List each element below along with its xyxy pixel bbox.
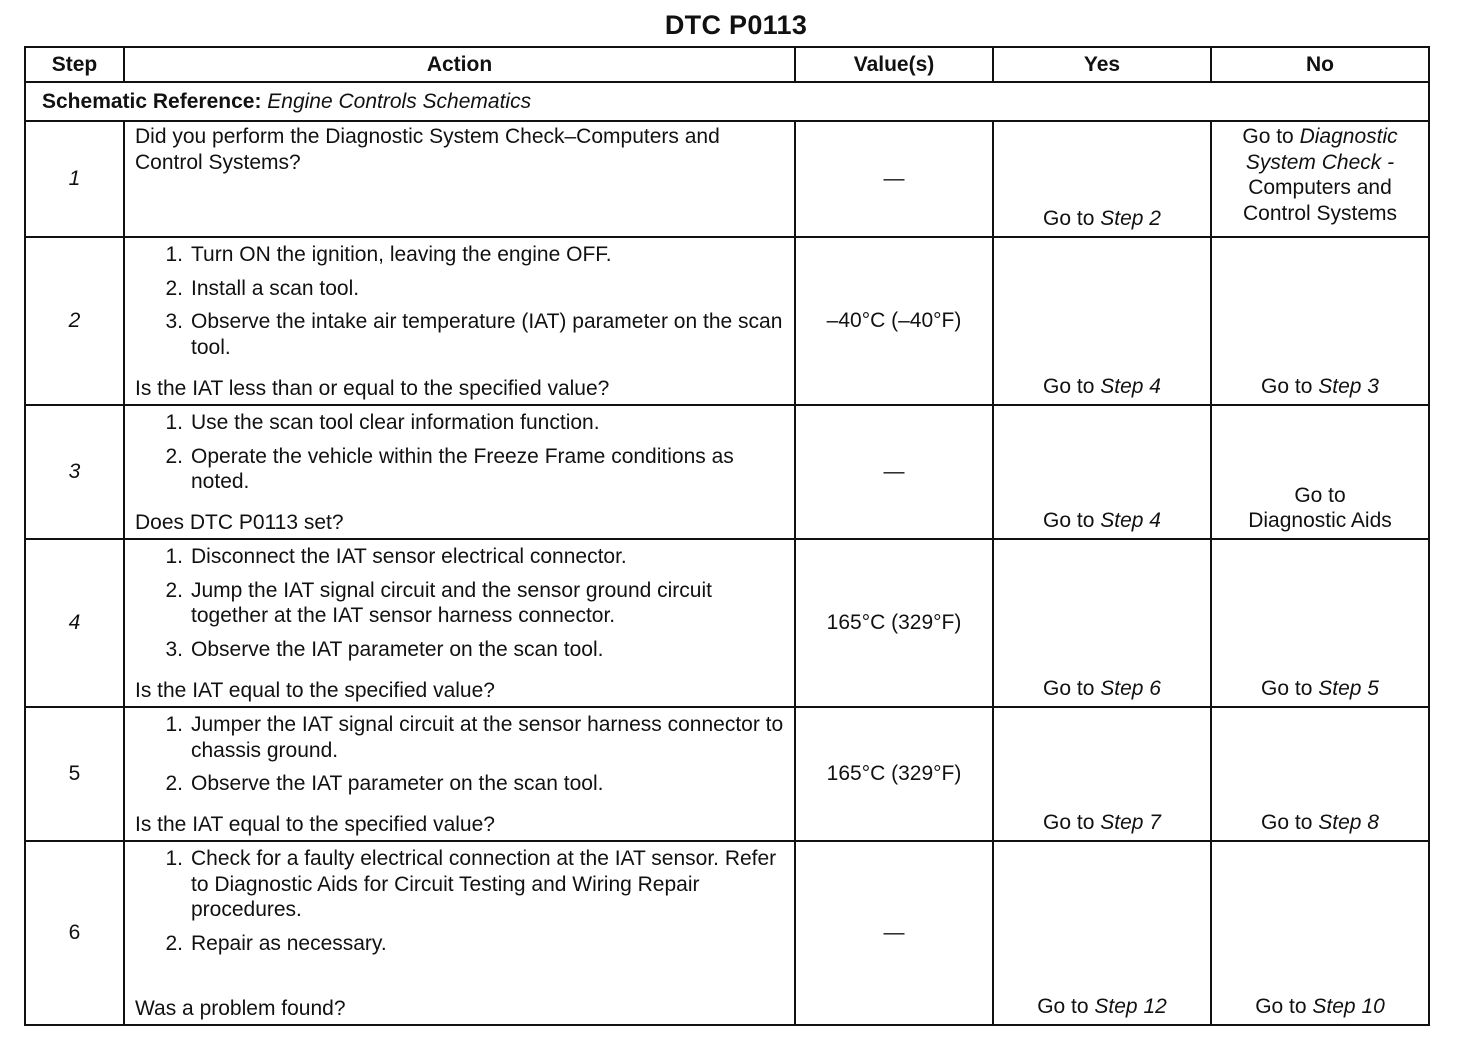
list-item: 3. Observe the IAT parameter on the scan tool. <box>165 637 604 661</box>
page-title: DTC P0113 <box>664 10 808 40</box>
value-cell: — <box>795 405 993 539</box>
table-row <box>25 121 1429 237</box>
list-item: 1. Disconnect the IAT sensor electrical connector. <box>165 545 627 568</box>
yes-step-link: Step 12 <box>1094 995 1167 1019</box>
action-cell <box>124 539 795 707</box>
action-question: Is the IAT less than or equal to the specified value? <box>135 377 610 401</box>
action-cell <box>124 121 795 237</box>
value-cell: 165°C (329°F) <box>795 539 993 707</box>
table-row <box>25 405 1429 539</box>
step-number: 3 <box>25 405 124 539</box>
no-step-link: Step 5 <box>1318 677 1379 701</box>
action-list <box>135 544 784 662</box>
action-list <box>135 712 784 797</box>
step-number: 2 <box>25 237 124 405</box>
step-number: 4 <box>25 539 124 707</box>
action-question: Does DTC P0113 set? <box>135 511 344 535</box>
step-number: 5 <box>25 707 124 841</box>
table-row <box>25 707 1429 841</box>
value-cell: — <box>795 841 993 1025</box>
no-cell: Go to Step 8 <box>1211 707 1429 841</box>
yes-step-link: Step 2 <box>1100 207 1161 231</box>
list-item: 1. Jumper the IAT signal circuit at the sensor harness connector to chassis ground. <box>165 713 784 762</box>
step-number: 1 <box>25 121 124 237</box>
no-step-link: Diagnostic System Check - <box>1245 125 1398 174</box>
column-header-yes: Yes <box>993 47 1211 82</box>
action-question: Was a problem found? <box>135 997 346 1021</box>
table-row <box>25 841 1429 1025</box>
column-header-values: Value(s) <box>795 47 993 82</box>
column-header-step: Step <box>25 47 124 82</box>
schematic-row <box>25 82 1429 121</box>
no-cell: Go to Diagnostic System Check - Computers and Control Systems <box>1211 121 1429 237</box>
no-step-link: Step 3 <box>1318 375 1379 399</box>
yes-cell: Go to Step 12 <box>993 841 1211 1025</box>
list-item: 1. Use the scan tool clear information function. <box>165 411 600 434</box>
no-cell: Go to Step 5 <box>1211 539 1429 707</box>
no-step-link: Step 8 <box>1318 811 1379 835</box>
action-cell <box>124 707 795 841</box>
yes-step-link: Step 7 <box>1100 811 1161 835</box>
action-question: Is the IAT equal to the specified value? <box>135 679 495 703</box>
yes-step-link: Step 4 <box>1100 509 1161 533</box>
no-cell: Go to Diagnostic Aids <box>1211 405 1429 539</box>
action-list <box>135 242 784 360</box>
list-item: 2. Repair as necessary. <box>165 931 387 955</box>
table-row <box>25 539 1429 707</box>
yes-step-link: Step 4 <box>1100 375 1161 399</box>
yes-cell: Go to Step 4 <box>993 237 1211 405</box>
no-cell: Go to Step 3 <box>1211 237 1429 405</box>
column-header-no: No <box>1211 47 1429 82</box>
yes-cell: Go to Step 2 <box>993 121 1211 237</box>
list-item: 2. Install a scan tool. <box>165 276 360 300</box>
yes-cell: Go to Step 6 <box>993 539 1211 707</box>
value-cell: — <box>795 121 993 237</box>
yes-cell: Go to Step 4 <box>993 405 1211 539</box>
list-item: 1. Check for a faulty electrical connection at the IAT sensor. Refer to Diagnostic Aids for Circuit Testing and Wiring Repair procedures. <box>165 847 777 922</box>
no-cell: Go to Step 10 <box>1211 841 1429 1025</box>
list-item: 2. Operate the vehicle within the Freeze Frame conditions as noted. <box>165 444 734 494</box>
value-cell: –40°C (–40°F) <box>795 237 993 405</box>
list-item: 3. Observe the intake air temperature (IAT) parameter on the scan tool. <box>165 310 783 359</box>
list-item: 1. Turn ON the ignition, leaving the engine OFF. <box>165 243 612 266</box>
schematic-link: Engine Controls Schematics <box>267 89 532 113</box>
no-step-link: Step 10 <box>1312 995 1385 1019</box>
header-row <box>25 47 1429 82</box>
schematic-label: Schematic Reference: <box>42 89 262 113</box>
value-cell: 165°C (329°F) <box>795 707 993 841</box>
schematic-reference <box>25 82 1429 121</box>
list-item: 2. Observe the IAT parameter on the scan tool. <box>165 772 604 796</box>
yes-cell: Go to Step 7 <box>993 707 1211 841</box>
step-number: 6 <box>25 841 124 1025</box>
list-item: 2. Jump the IAT signal circuit and the sensor ground circuit together at the IAT sensor harness connector. <box>165 578 712 628</box>
action-question: Is the IAT equal to the specified value? <box>135 813 495 837</box>
action-cell <box>124 841 795 1025</box>
column-header-action: Action <box>124 47 795 82</box>
action-list <box>135 410 784 495</box>
action-text: Did you perform the Diagnostic System Check–Computers and Control Systems? <box>135 125 720 174</box>
action-cell <box>124 405 795 539</box>
action-list <box>135 846 784 956</box>
yes-step-link: Step 6 <box>1100 677 1161 701</box>
diagnostic-table <box>24 46 1430 1026</box>
action-cell <box>124 237 795 405</box>
table-row <box>25 237 1429 405</box>
